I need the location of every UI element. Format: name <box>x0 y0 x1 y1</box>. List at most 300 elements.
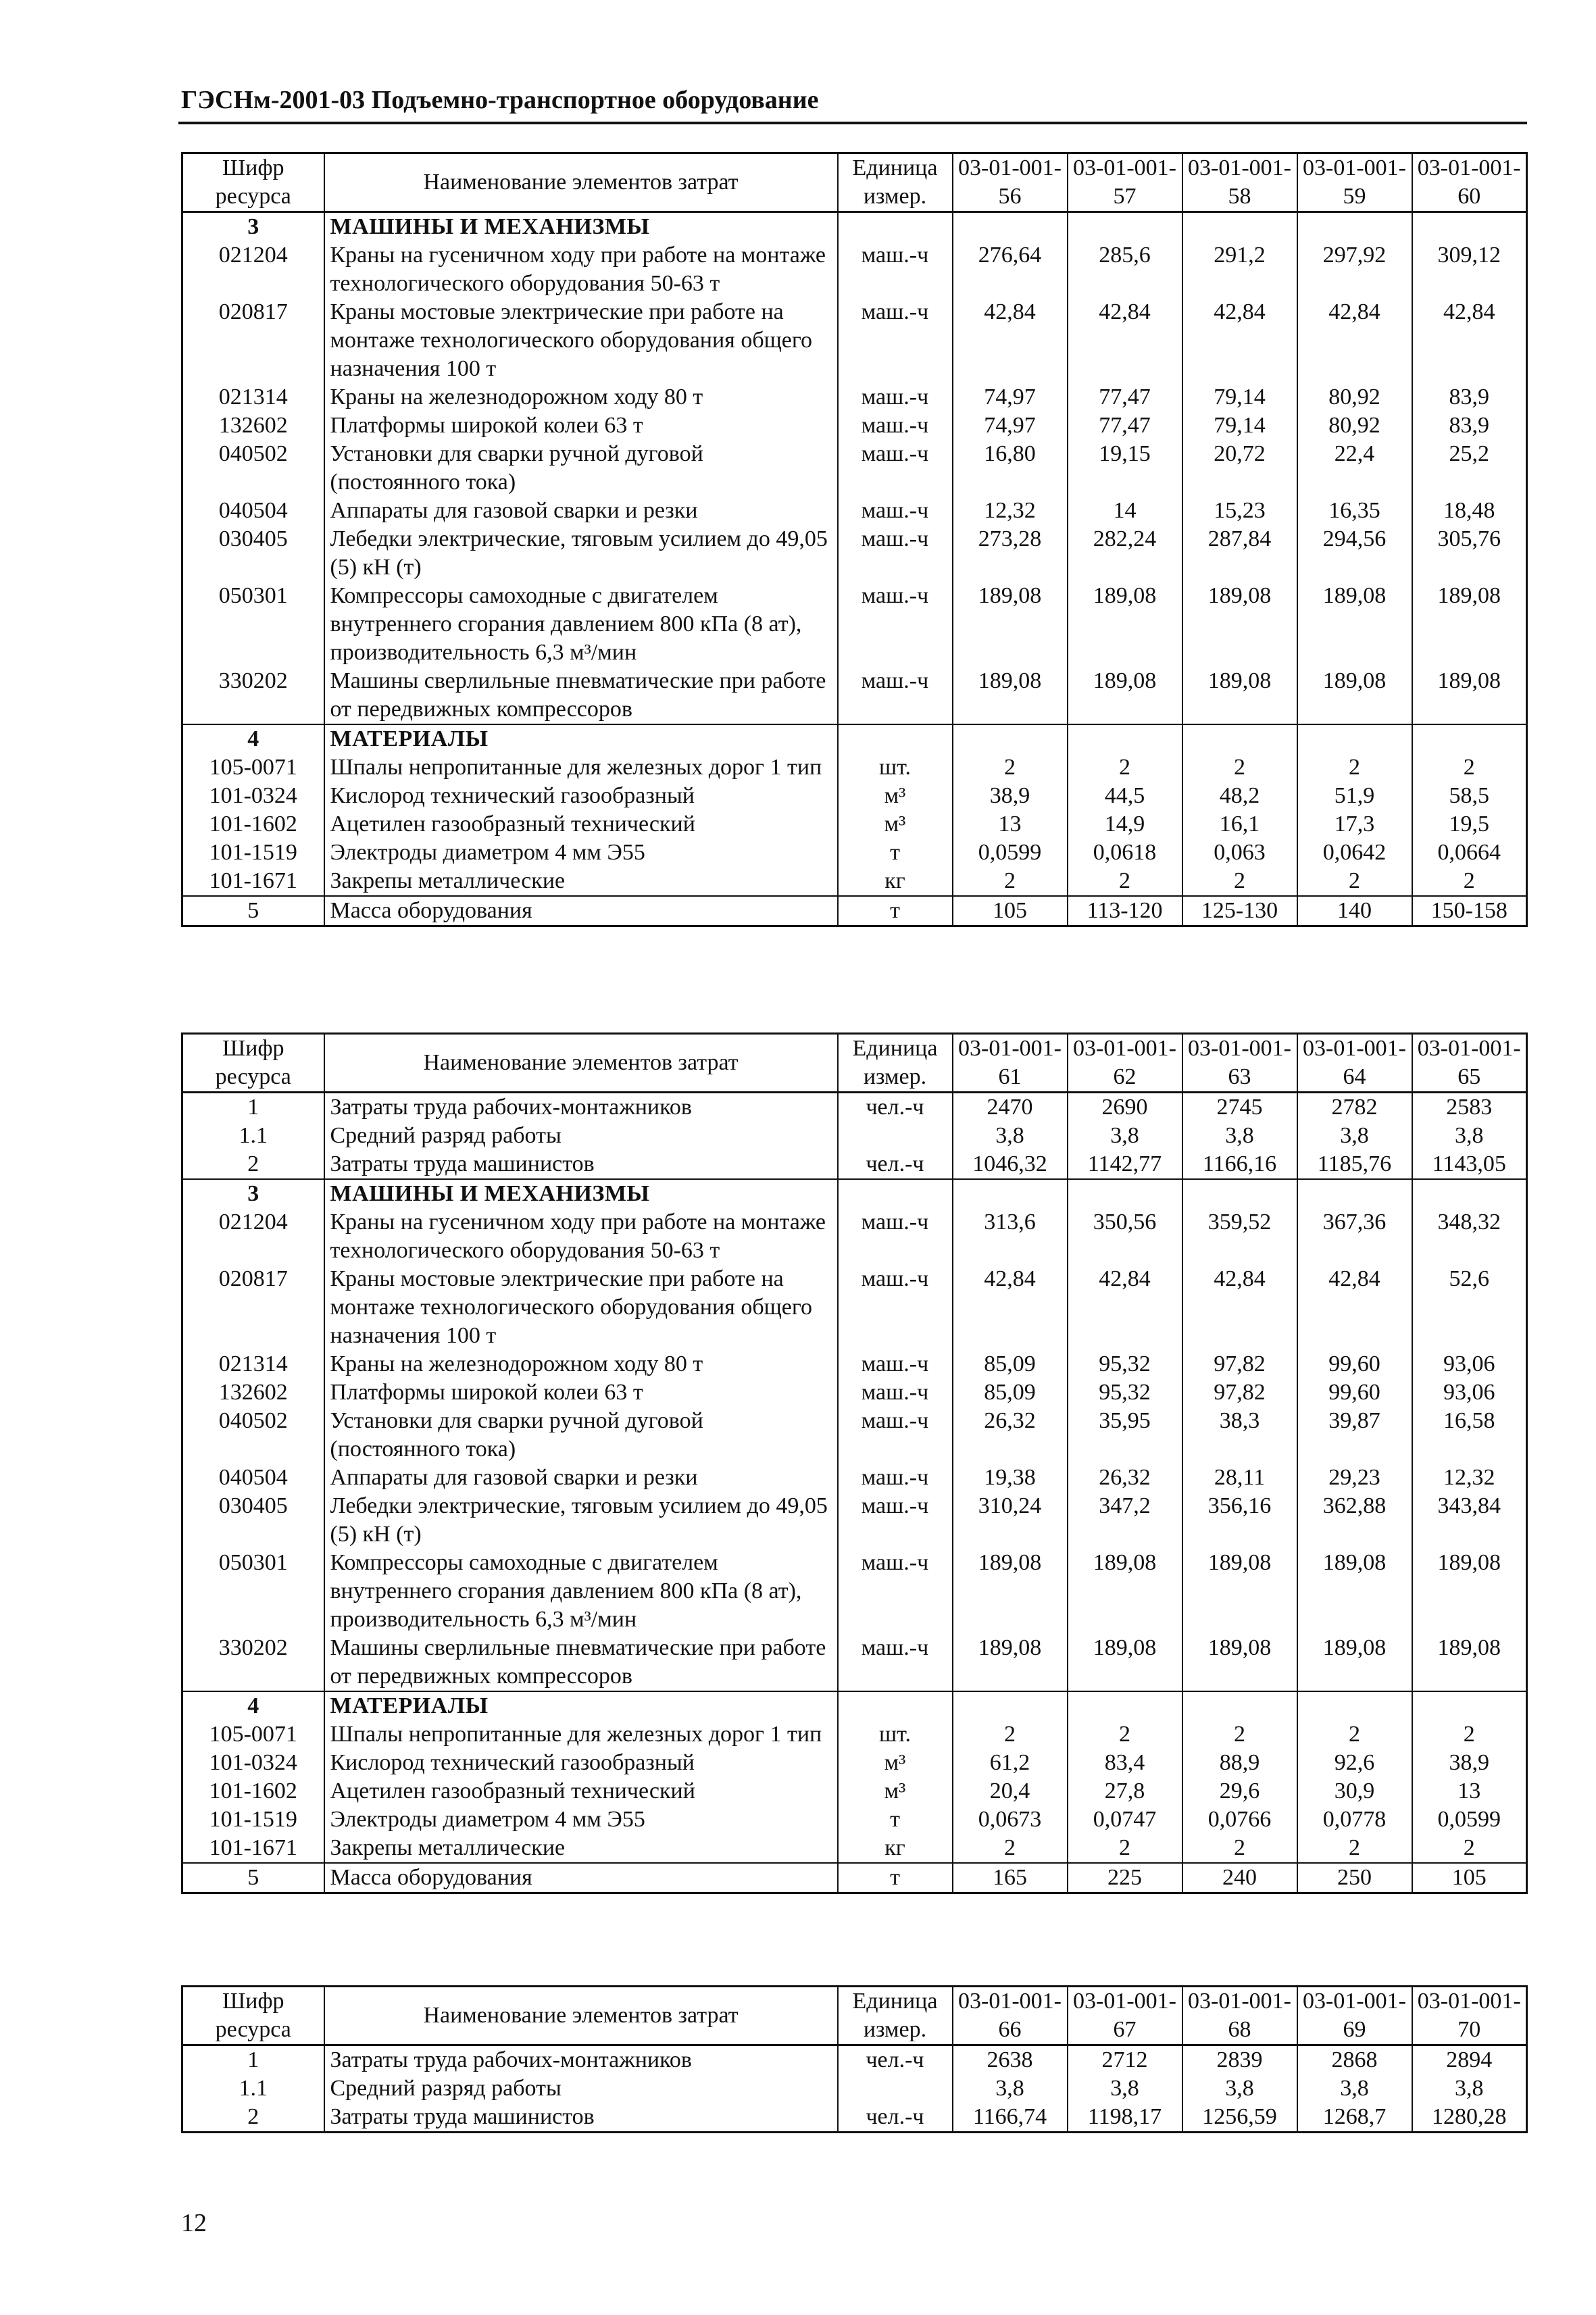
unit-cell <box>838 1179 953 1208</box>
header-name: Наименование элементов затрат <box>324 153 838 212</box>
unit-cell: кг <box>838 1834 953 1863</box>
resource-row <box>182 1634 1527 1691</box>
value-cell: 1185,76 <box>1297 1150 1412 1179</box>
resource-code: 101-1671 <box>182 867 324 896</box>
resource-code: 040502 <box>182 1407 324 1464</box>
value-cell: 189,08 <box>1182 582 1297 667</box>
header-unit: Единица измер. <box>838 1987 953 2045</box>
resource-name: Масса оборудования <box>324 1863 838 1893</box>
resource-name: Ацетилен газообразный технический <box>324 810 838 839</box>
value-cell <box>1412 212 1527 242</box>
header-norm-code: 03-01-001-59 <box>1297 153 1412 212</box>
resource-name: Электроды диаметром 4 мм Э55 <box>324 1806 838 1834</box>
section-title: МАШИНЫ И МЕХАНИЗМЫ <box>324 212 838 242</box>
resource-row <box>182 867 1527 896</box>
value-cell: 26,32 <box>953 1407 1068 1464</box>
value-cell: 2 <box>1297 753 1412 782</box>
value-cell: 1198,17 <box>1068 2103 1182 2133</box>
resource-code: 3 <box>182 1179 324 1208</box>
value-cell: 3,8 <box>1412 2074 1527 2103</box>
value-cell: 125-130 <box>1182 896 1297 926</box>
value-cell: 2 <box>953 867 1068 896</box>
section-title: МАТЕРИАЛЫ <box>324 724 838 753</box>
section-title: МАШИНЫ И МЕХАНИЗМЫ <box>324 1179 838 1208</box>
value-cell: 80,92 <box>1297 412 1412 440</box>
value-cell: 83,9 <box>1412 412 1527 440</box>
value-cell: 0,0778 <box>1297 1806 1412 1834</box>
value-cell: 105 <box>1412 1863 1527 1893</box>
value-cell: 282,24 <box>1068 525 1182 582</box>
unit-cell: маш.-ч <box>838 1350 953 1378</box>
value-cell: 79,14 <box>1182 412 1297 440</box>
unit-cell: маш.-ч <box>838 440 953 497</box>
resource-row <box>182 667 1527 724</box>
value-cell: 0,0766 <box>1182 1806 1297 1834</box>
value-cell: 350,56 <box>1068 1208 1182 1265</box>
value-cell: 313,6 <box>953 1208 1068 1265</box>
value-cell <box>1412 1179 1527 1208</box>
resource-code: 021204 <box>182 241 324 298</box>
unit-cell <box>838 1122 953 1150</box>
value-cell: 0,063 <box>1182 839 1297 867</box>
value-cell: 189,08 <box>1068 1634 1182 1691</box>
header-norm-code: 03-01-001-58 <box>1182 153 1297 212</box>
value-cell: 30,9 <box>1297 1777 1412 1806</box>
header-code: Шифр ресурса <box>182 1034 324 1093</box>
value-cell: 189,08 <box>1412 1634 1527 1691</box>
value-cell: 2712 <box>1068 2045 1182 2075</box>
value-cell: 189,08 <box>1412 582 1527 667</box>
resource-code: 132602 <box>182 1378 324 1407</box>
resource-row <box>182 412 1527 440</box>
resource-row <box>182 1093 1527 1122</box>
value-cell: 189,08 <box>1068 1549 1182 1634</box>
value-cell: 1280,28 <box>1412 2103 1527 2133</box>
resource-code: 5 <box>182 1863 324 1893</box>
value-cell <box>1182 1691 1297 1720</box>
header-norm-code: 03-01-001-70 <box>1412 1987 1527 2045</box>
value-cell: 1268,7 <box>1297 2103 1412 2133</box>
value-cell: 189,08 <box>1182 1634 1297 1691</box>
resource-code: 101-0324 <box>182 1749 324 1777</box>
resource-row <box>182 2074 1527 2103</box>
value-cell: 250 <box>1297 1863 1412 1893</box>
value-cell: 1256,59 <box>1182 2103 1297 2133</box>
header-code: Шифр ресурса <box>182 153 324 212</box>
header-norm-code: 03-01-001-69 <box>1297 1987 1412 2045</box>
unit-cell: чел.-ч <box>838 2045 953 2075</box>
unit-cell: м³ <box>838 782 953 810</box>
resource-name: Шпалы непропитанные для железных дорог 1 тип <box>324 1720 838 1749</box>
value-cell: 297,92 <box>1297 241 1412 298</box>
resource-code: 2 <box>182 1150 324 1179</box>
resource-name: Краны мостовые электрические при работе на монтаже технологического оборудования общего назначения 100 т <box>324 1265 838 1350</box>
resource-code: 2 <box>182 2103 324 2133</box>
value-cell: 273,28 <box>953 525 1068 582</box>
header-name: Наименование элементов затрат <box>324 1987 838 2045</box>
resource-code: 030405 <box>182 525 324 582</box>
value-cell: 1166,16 <box>1182 1150 1297 1179</box>
header-divider <box>178 122 1527 124</box>
norms-table-3 <box>181 1985 1528 2133</box>
value-cell: 26,32 <box>1068 1464 1182 1492</box>
unit-cell: м³ <box>838 1777 953 1806</box>
value-cell: 2 <box>1068 867 1182 896</box>
value-cell: 2839 <box>1182 2045 1297 2075</box>
resource-name: Лебедки электрические, тяговым усилием до 49,05 (5) кН (т) <box>324 1492 838 1549</box>
value-cell <box>1297 1691 1412 1720</box>
value-cell: 1142,77 <box>1068 1150 1182 1179</box>
value-cell: 0,0599 <box>953 839 1068 867</box>
value-cell: 189,08 <box>1297 1634 1412 1691</box>
value-cell: 29,23 <box>1297 1464 1412 1492</box>
value-cell: 2 <box>1068 1834 1182 1863</box>
value-cell: 42,84 <box>1412 298 1527 383</box>
value-cell: 2 <box>953 1834 1068 1863</box>
unit-cell: чел.-ч <box>838 1150 953 1179</box>
resource-name: Ацетилен газообразный технический <box>324 1777 838 1806</box>
value-cell <box>1182 212 1297 242</box>
resource-code: 330202 <box>182 667 324 724</box>
value-cell: 85,09 <box>953 1350 1068 1378</box>
value-cell: 3,8 <box>1068 1122 1182 1150</box>
unit-cell: т <box>838 839 953 867</box>
resource-row <box>182 1720 1527 1749</box>
unit-cell: маш.-ч <box>838 1492 953 1549</box>
value-cell: 2583 <box>1412 1093 1527 1122</box>
unit-cell: маш.-ч <box>838 667 953 724</box>
value-cell: 97,82 <box>1182 1378 1297 1407</box>
unit-cell: маш.-ч <box>838 241 953 298</box>
resource-name: Средний разряд работы <box>324 1122 838 1150</box>
resource-name: Затраты труда машинистов <box>324 2103 838 2133</box>
value-cell: 2 <box>1297 1720 1412 1749</box>
resource-row <box>182 1863 1527 1893</box>
value-cell: 20,72 <box>1182 440 1297 497</box>
unit-cell: маш.-ч <box>838 1407 953 1464</box>
resource-name: Лебедки электрические, тяговым усилием до 49,05 (5) кН (т) <box>324 525 838 582</box>
value-cell <box>953 1179 1068 1208</box>
resource-row <box>182 1265 1527 1350</box>
resource-row <box>182 1150 1527 1179</box>
value-cell: 2 <box>953 753 1068 782</box>
unit-cell <box>838 2074 953 2103</box>
value-cell: 150-158 <box>1412 896 1527 926</box>
resource-code: 105-0071 <box>182 753 324 782</box>
value-cell: 12,32 <box>953 497 1068 525</box>
value-cell: 19,38 <box>953 1464 1068 1492</box>
header-row <box>182 153 1527 212</box>
unit-cell: маш.-ч <box>838 1208 953 1265</box>
value-cell: 38,3 <box>1182 1407 1297 1464</box>
header-norm-code: 03-01-001-57 <box>1068 153 1182 212</box>
value-cell: 95,32 <box>1068 1378 1182 1407</box>
value-cell: 38,9 <box>953 782 1068 810</box>
resource-code: 020817 <box>182 298 324 383</box>
value-cell: 362,88 <box>1297 1492 1412 1549</box>
value-cell: 359,52 <box>1182 1208 1297 1265</box>
value-cell: 27,8 <box>1068 1777 1182 1806</box>
resource-code: 4 <box>182 724 324 753</box>
header-norm-code: 03-01-001-67 <box>1068 1987 1182 2045</box>
value-cell: 3,8 <box>1068 2074 1182 2103</box>
value-cell: 309,12 <box>1412 241 1527 298</box>
value-cell: 14 <box>1068 497 1182 525</box>
value-cell: 189,08 <box>1297 1549 1412 1634</box>
value-cell: 44,5 <box>1068 782 1182 810</box>
resource-name: Электроды диаметром 4 мм Э55 <box>324 839 838 867</box>
value-cell: 12,32 <box>1412 1464 1527 1492</box>
value-cell: 48,2 <box>1182 782 1297 810</box>
value-cell: 2745 <box>1182 1093 1297 1122</box>
resource-name: Машины сверлильные пневматические при работе от передвижных компрессоров <box>324 667 838 724</box>
resource-row <box>182 1777 1527 1806</box>
section-row <box>182 724 1527 753</box>
value-cell <box>1297 212 1412 242</box>
unit-cell: маш.-ч <box>838 525 953 582</box>
value-cell: 2638 <box>953 2045 1068 2075</box>
value-cell: 16,1 <box>1182 810 1297 839</box>
value-cell: 189,08 <box>953 667 1068 724</box>
resource-name: Компрессоры самоходные с двигателем внутреннего сгорания давлением 800 кПа (8 ат), производительность 6,3 м³/мин <box>324 582 838 667</box>
value-cell: 347,2 <box>1068 1492 1182 1549</box>
unit-cell: шт. <box>838 753 953 782</box>
value-cell: 42,84 <box>1068 1265 1182 1350</box>
resource-name: Затраты труда рабочих-монтажников <box>324 2045 838 2075</box>
resource-row <box>182 525 1527 582</box>
value-cell: 39,87 <box>1297 1407 1412 1464</box>
value-cell: 305,76 <box>1412 525 1527 582</box>
value-cell: 58,5 <box>1412 782 1527 810</box>
value-cell: 0,0642 <box>1297 839 1412 867</box>
value-cell: 2 <box>1182 867 1297 896</box>
section-row <box>182 1179 1527 1208</box>
value-cell: 294,56 <box>1297 525 1412 582</box>
resource-row <box>182 582 1527 667</box>
value-cell: 25,2 <box>1412 440 1527 497</box>
value-cell <box>1068 724 1182 753</box>
value-cell: 2894 <box>1412 2045 1527 2075</box>
header-row <box>182 1034 1527 1093</box>
header-norm-code: 03-01-001-65 <box>1412 1034 1527 1093</box>
resource-row <box>182 2103 1527 2133</box>
value-cell: 0,0673 <box>953 1806 1068 1834</box>
value-cell: 189,08 <box>953 1634 1068 1691</box>
resource-code: 105-0071 <box>182 1720 324 1749</box>
header-name: Наименование элементов затрат <box>324 1034 838 1093</box>
resource-name: Закрепы металлические <box>324 867 838 896</box>
resource-name: Шпалы непропитанные для железных дорог 1 тип <box>324 753 838 782</box>
value-cell: 2 <box>1182 1720 1297 1749</box>
value-cell: 15,23 <box>1182 497 1297 525</box>
value-cell: 51,9 <box>1297 782 1412 810</box>
value-cell: 1143,05 <box>1412 1150 1527 1179</box>
unit-cell <box>838 212 953 242</box>
value-cell: 0,0747 <box>1068 1806 1182 1834</box>
resource-row <box>182 896 1527 926</box>
value-cell: 2 <box>1412 1834 1527 1863</box>
resource-row <box>182 1208 1527 1265</box>
value-cell: 2 <box>953 1720 1068 1749</box>
value-cell: 189,08 <box>1297 667 1412 724</box>
resource-code: 1 <box>182 2045 324 2075</box>
value-cell: 2470 <box>953 1093 1068 1122</box>
header-unit: Единица измер. <box>838 1034 953 1093</box>
resource-row <box>182 1549 1527 1634</box>
value-cell <box>1068 1691 1182 1720</box>
value-cell: 42,84 <box>953 298 1068 383</box>
section-row <box>182 212 1527 242</box>
resource-code: 1.1 <box>182 1122 324 1150</box>
resource-code: 021204 <box>182 1208 324 1265</box>
resource-row <box>182 241 1527 298</box>
value-cell: 0,0599 <box>1412 1806 1527 1834</box>
value-cell: 42,84 <box>1297 298 1412 383</box>
page-number: 12 <box>181 2209 207 2237</box>
resource-row <box>182 497 1527 525</box>
resource-row <box>182 1492 1527 1549</box>
resource-name: Установки для сварки ручной дуговой (постоянного тока) <box>324 440 838 497</box>
resource-code: 101-1671 <box>182 1834 324 1863</box>
value-cell: 80,92 <box>1297 383 1412 412</box>
value-cell: 0,0618 <box>1068 839 1182 867</box>
value-cell <box>953 724 1068 753</box>
value-cell: 3,8 <box>953 2074 1068 2103</box>
resource-code: 3 <box>182 212 324 242</box>
unit-cell: маш.-ч <box>838 1549 953 1634</box>
unit-cell: маш.-ч <box>838 383 953 412</box>
value-cell: 2 <box>1412 867 1527 896</box>
resource-row <box>182 298 1527 383</box>
header-norm-code: 03-01-001-56 <box>953 153 1068 212</box>
value-cell: 38,9 <box>1412 1749 1527 1777</box>
resource-row <box>182 1378 1527 1407</box>
value-cell: 240 <box>1182 1863 1297 1893</box>
value-cell: 29,6 <box>1182 1777 1297 1806</box>
value-cell: 343,84 <box>1412 1492 1527 1549</box>
value-cell: 13 <box>953 810 1068 839</box>
unit-cell: маш.-ч <box>838 582 953 667</box>
value-cell: 92,6 <box>1297 1749 1412 1777</box>
resource-name: Краны на гусеничном ходу при работе на монтаже технологического оборудования 50-63 т <box>324 241 838 298</box>
resource-code: 030405 <box>182 1492 324 1549</box>
norms-table-1 <box>181 152 1528 927</box>
resource-row <box>182 839 1527 867</box>
value-cell <box>1182 1179 1297 1208</box>
value-cell: 16,35 <box>1297 497 1412 525</box>
value-cell: 22,4 <box>1297 440 1412 497</box>
resource-code: 5 <box>182 896 324 926</box>
value-cell: 93,06 <box>1412 1378 1527 1407</box>
resource-name: Затраты труда рабочих-монтажников <box>324 1093 838 1122</box>
value-cell: 225 <box>1068 1863 1182 1893</box>
header-norm-code: 03-01-001-64 <box>1297 1034 1412 1093</box>
value-cell <box>1297 1179 1412 1208</box>
resource-code: 1.1 <box>182 2074 324 2103</box>
norms-table-2 <box>181 1032 1528 1894</box>
value-cell <box>953 1691 1068 1720</box>
section-row <box>182 1691 1527 1720</box>
unit-cell: шт. <box>838 1720 953 1749</box>
resource-code: 021314 <box>182 1350 324 1378</box>
value-cell: 189,08 <box>1068 667 1182 724</box>
value-cell: 97,82 <box>1182 1350 1297 1378</box>
value-cell: 18,48 <box>1412 497 1527 525</box>
value-cell: 2 <box>1412 1720 1527 1749</box>
resource-name: Краны мостовые электрические при работе на монтаже технологического оборудования общего назначения 100 т <box>324 298 838 383</box>
value-cell: 113-120 <box>1068 896 1182 926</box>
value-cell: 189,08 <box>953 1549 1068 1634</box>
value-cell: 74,97 <box>953 383 1068 412</box>
value-cell: 3,8 <box>1297 2074 1412 2103</box>
unit-cell <box>838 1691 953 1720</box>
resource-code: 4 <box>182 1691 324 1720</box>
resource-code: 330202 <box>182 1634 324 1691</box>
resource-row <box>182 753 1527 782</box>
value-cell: 77,47 <box>1068 383 1182 412</box>
unit-cell <box>838 724 953 753</box>
value-cell: 2690 <box>1068 1093 1182 1122</box>
resource-row <box>182 440 1527 497</box>
value-cell: 0,0664 <box>1412 839 1527 867</box>
resource-row <box>182 1834 1527 1863</box>
unit-cell: кг <box>838 867 953 896</box>
resource-name: Краны на гусеничном ходу при работе на монтаже технологического оборудования 50-63 т <box>324 1208 838 1265</box>
value-cell: 2 <box>1068 1720 1182 1749</box>
resource-row <box>182 1464 1527 1492</box>
value-cell: 42,84 <box>1182 298 1297 383</box>
value-cell: 95,32 <box>1068 1350 1182 1378</box>
resource-code: 101-1519 <box>182 839 324 867</box>
value-cell: 3,8 <box>1412 1122 1527 1150</box>
resource-code: 101-1519 <box>182 1806 324 1834</box>
unit-cell: м³ <box>838 810 953 839</box>
value-cell: 77,47 <box>1068 412 1182 440</box>
value-cell: 2868 <box>1297 2045 1412 2075</box>
resource-row <box>182 810 1527 839</box>
value-cell: 19,15 <box>1068 440 1182 497</box>
resource-row <box>182 1122 1527 1150</box>
header-norm-code: 03-01-001-66 <box>953 1987 1068 2045</box>
header-unit: Единица измер. <box>838 153 953 212</box>
value-cell: 356,16 <box>1182 1492 1297 1549</box>
value-cell: 99,60 <box>1297 1378 1412 1407</box>
value-cell: 42,84 <box>953 1265 1068 1350</box>
value-cell: 52,6 <box>1412 1265 1527 1350</box>
resource-row <box>182 782 1527 810</box>
value-cell: 13 <box>1412 1777 1527 1806</box>
resource-code: 050301 <box>182 1549 324 1634</box>
unit-cell: маш.-ч <box>838 1464 953 1492</box>
value-cell: 291,2 <box>1182 241 1297 298</box>
value-cell: 42,84 <box>1297 1265 1412 1350</box>
header-norm-code: 03-01-001-68 <box>1182 1987 1297 2045</box>
resource-name: Краны на железнодорожном ходу 80 т <box>324 383 838 412</box>
resource-code: 040504 <box>182 497 324 525</box>
value-cell: 3,8 <box>1182 2074 1297 2103</box>
header-norm-code: 03-01-001-63 <box>1182 1034 1297 1093</box>
unit-cell: т <box>838 1806 953 1834</box>
resource-row <box>182 1407 1527 1464</box>
value-cell: 1166,74 <box>953 2103 1068 2133</box>
resource-row <box>182 1749 1527 1777</box>
resource-name: Закрепы металлические <box>324 1834 838 1863</box>
value-cell: 42,84 <box>1068 298 1182 383</box>
resource-name: Масса оборудования <box>324 896 838 926</box>
resource-row <box>182 383 1527 412</box>
value-cell: 83,9 <box>1412 383 1527 412</box>
value-cell: 74,97 <box>953 412 1068 440</box>
